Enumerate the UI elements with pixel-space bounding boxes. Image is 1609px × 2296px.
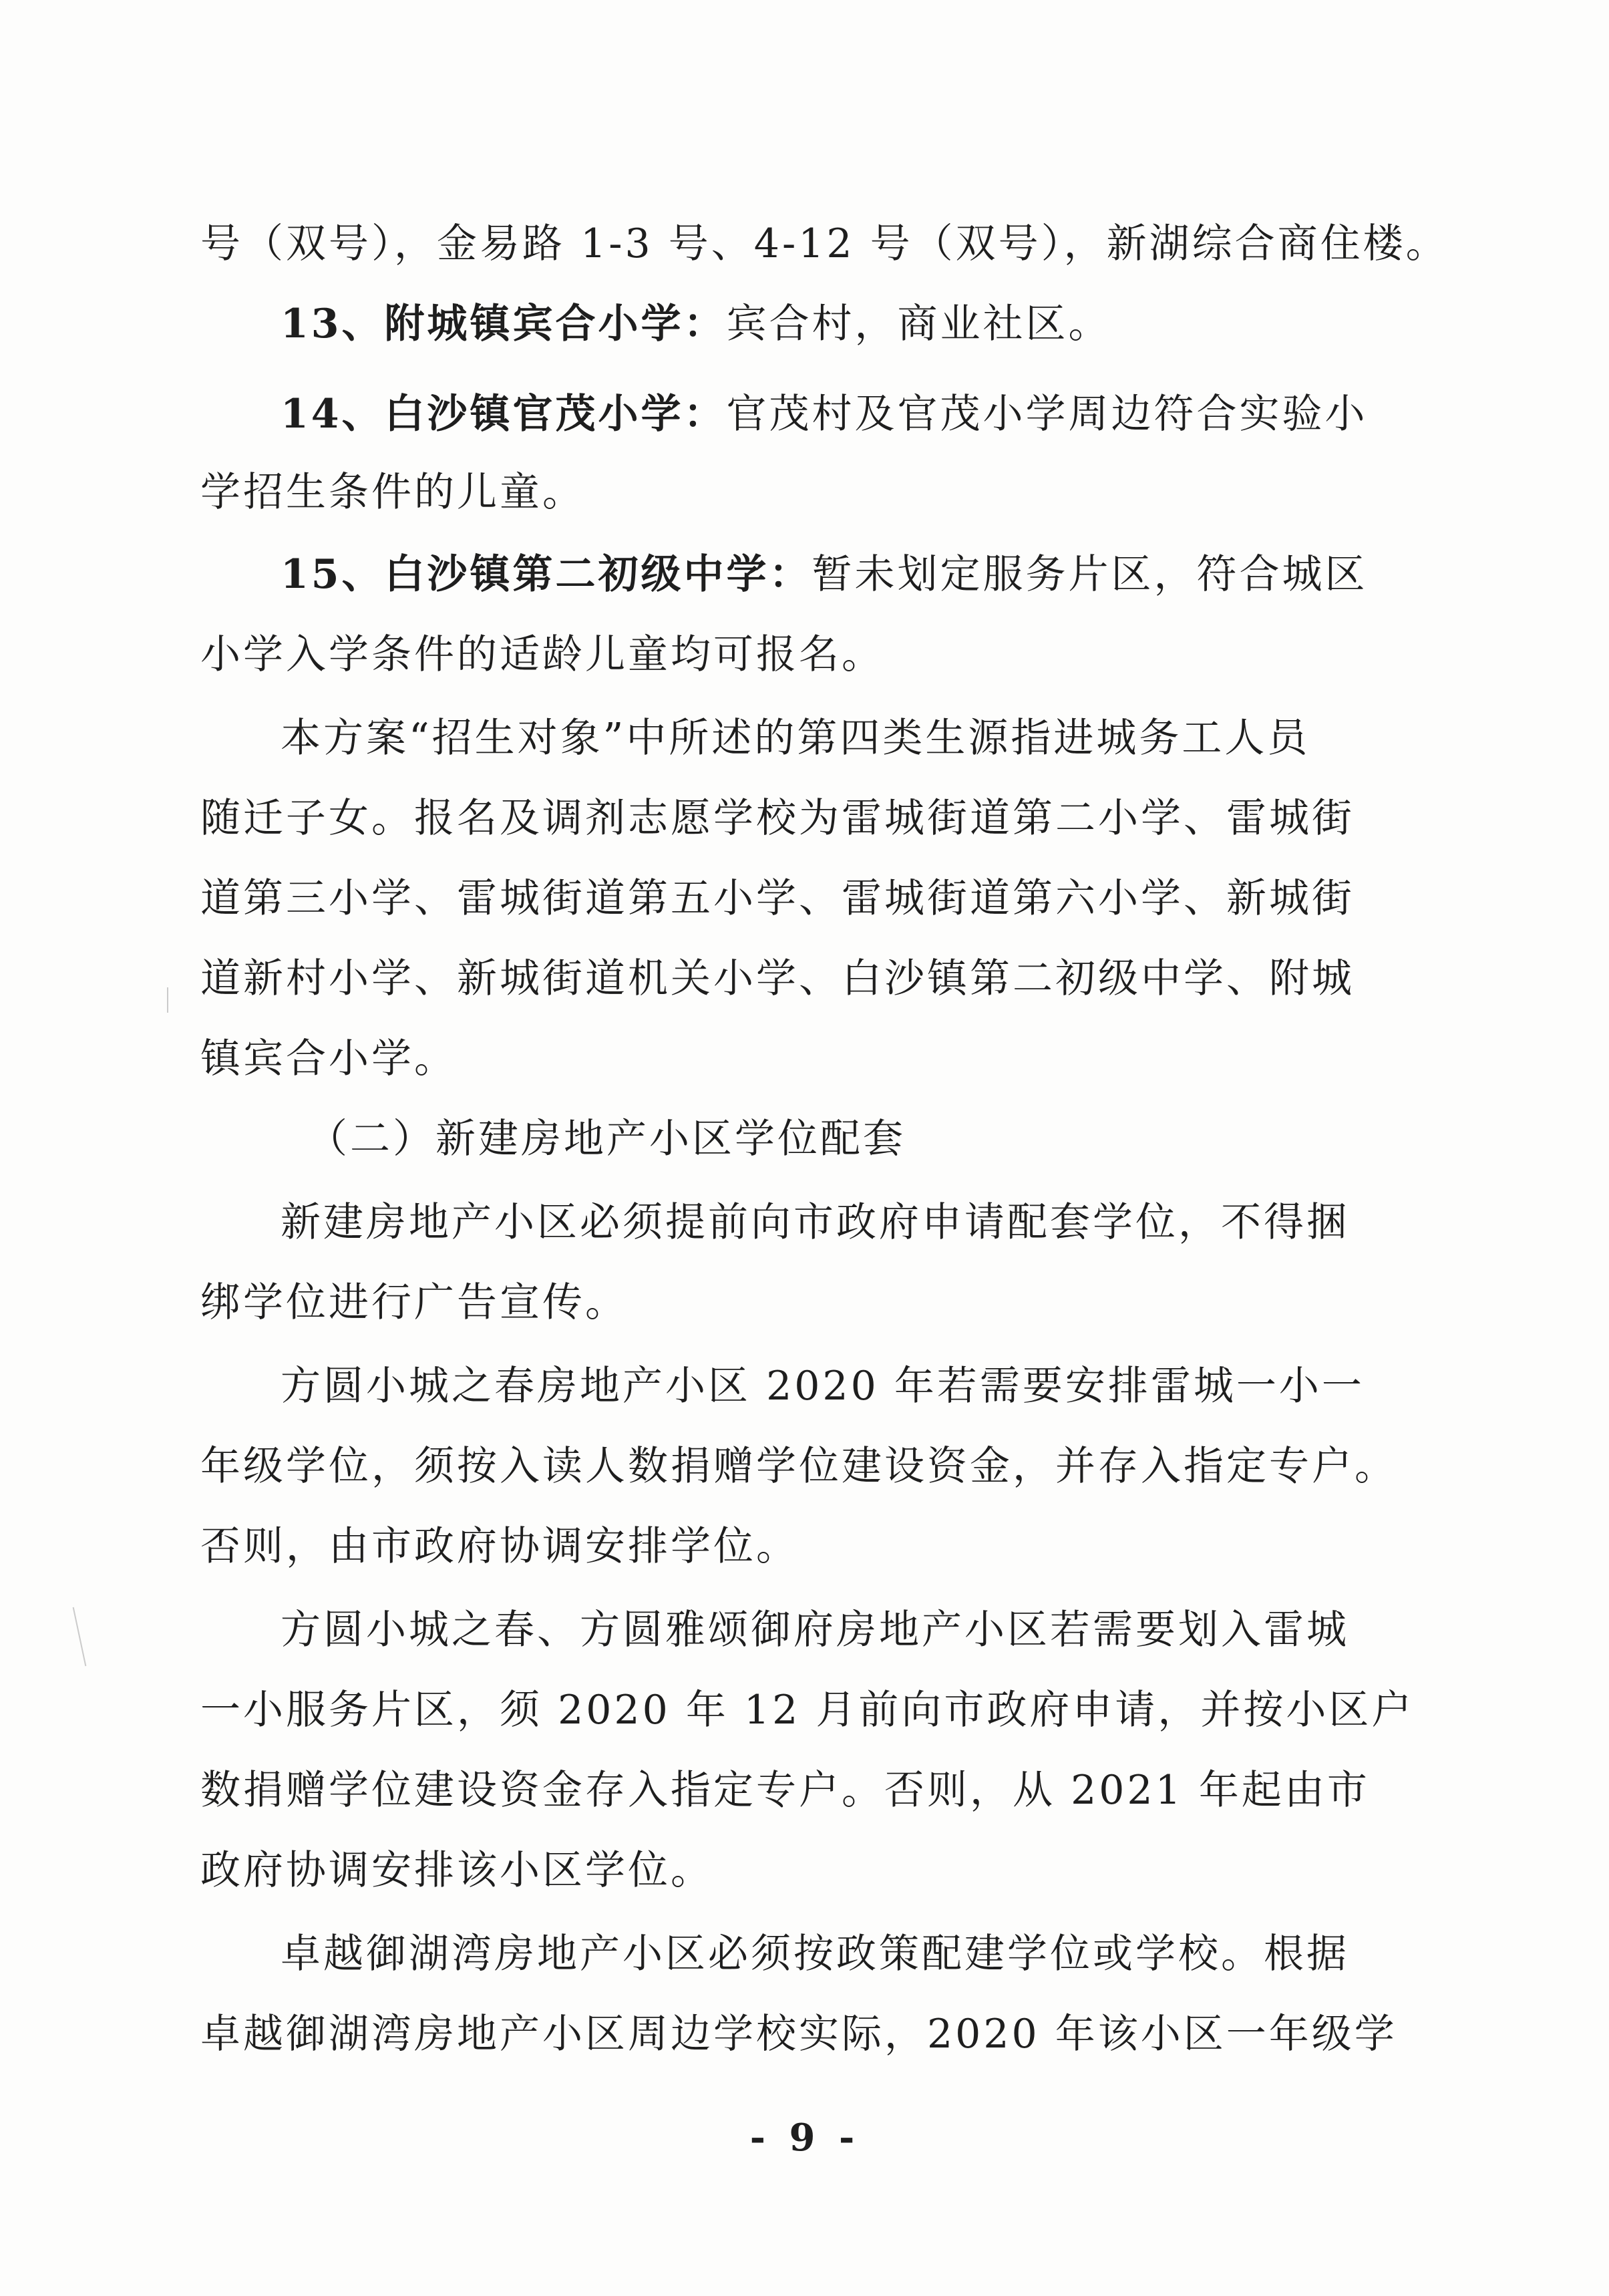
list-item-number: 13、 [281, 301, 385, 347]
paragraph-line: 数捐赠学位建设资金存入指定专户。否则，从 2021 年起由市 [200, 1767, 1370, 1814]
paragraph-line: 小学入学条件的适龄儿童均可报名。 [200, 631, 884, 678]
list-item-13 [281, 297, 1409, 351]
school-name: 白沙镇第二初级中学： [384, 551, 812, 598]
school-name: 白沙镇官茂小学： [384, 391, 727, 438]
paragraph-line: 号（双号），金易路 1-3 号、4-12 号（双号），新湖综合商住楼。 [200, 220, 1449, 267]
paragraph-line: 年级学位，须按入读人数捐赠学位建设资金，并存入指定专户。 [200, 1443, 1397, 1490]
paragraph-line: 镇宾合小学。 [200, 1035, 457, 1082]
list-item-14-continuation: 学招生条件的儿童。 [200, 469, 585, 516]
paragraph-line: 随迁子女。报名及调剂志愿学校为雷城街道第二小学、雷城街 [200, 795, 1355, 842]
paragraph-line: 本方案“招生对象”中所述的第四类生源指进城务工人员 [281, 715, 1310, 762]
list-item-15 [281, 548, 1409, 601]
school-service-area: 宾合村，商业社区。 [726, 301, 1111, 347]
list-item-14 [281, 387, 1409, 441]
paragraph-line: 绑学位进行广告宣传。 [200, 1279, 628, 1326]
paragraph-line: 政府协调安排该小区学位。 [200, 1847, 713, 1894]
scan-artifact [73, 1607, 87, 1666]
list-item-number: 15、 [281, 551, 385, 598]
paragraph-line: 卓越御湖湾房地产小区周边学校实际，2020 年该小区一年级学 [200, 2011, 1397, 2058]
paragraph-line: 否则，由市政府协调安排学位。 [200, 1523, 799, 1570]
paragraph-line: 道新村小学、新城街道机关小学、白沙镇第二初级中学、附城 [200, 955, 1355, 1002]
list-item-number: 14、 [281, 391, 385, 438]
school-service-area: 暂未划定服务片区，符合城区 [812, 551, 1368, 598]
paragraph-line: 道第三小学、雷城街道第五小学、雷城街道第六小学、新城街 [200, 875, 1355, 922]
paragraph-line: 卓越御湖湾房地产小区必须按政策配建学位或学校。根据 [281, 1931, 1349, 1977]
paragraph-line: 新建房地产小区必须提前向市政府申请配套学位，不得捆 [281, 1199, 1349, 1246]
page-number: - 9 - [749, 2116, 860, 2160]
paragraph-line: 方圆小城之春房地产小区 2020 年若需要安排雷城一小一 [281, 1363, 1365, 1410]
paragraph-line: 一小服务片区，须 2020 年 12 月前向市政府申请，并按小区户 [200, 1687, 1415, 1734]
scan-artifact [167, 987, 168, 1013]
school-service-area: 官茂村及官茂小学周边符合实验小 [726, 391, 1368, 438]
paragraph-line: 方圆小城之春、方圆雅颂御府房地产小区若需要划入雷城 [281, 1607, 1349, 1653]
school-name: 附城镇宾合小学： [384, 301, 727, 347]
section-heading: （二）新建房地产小区学位配套 [307, 1116, 906, 1162]
